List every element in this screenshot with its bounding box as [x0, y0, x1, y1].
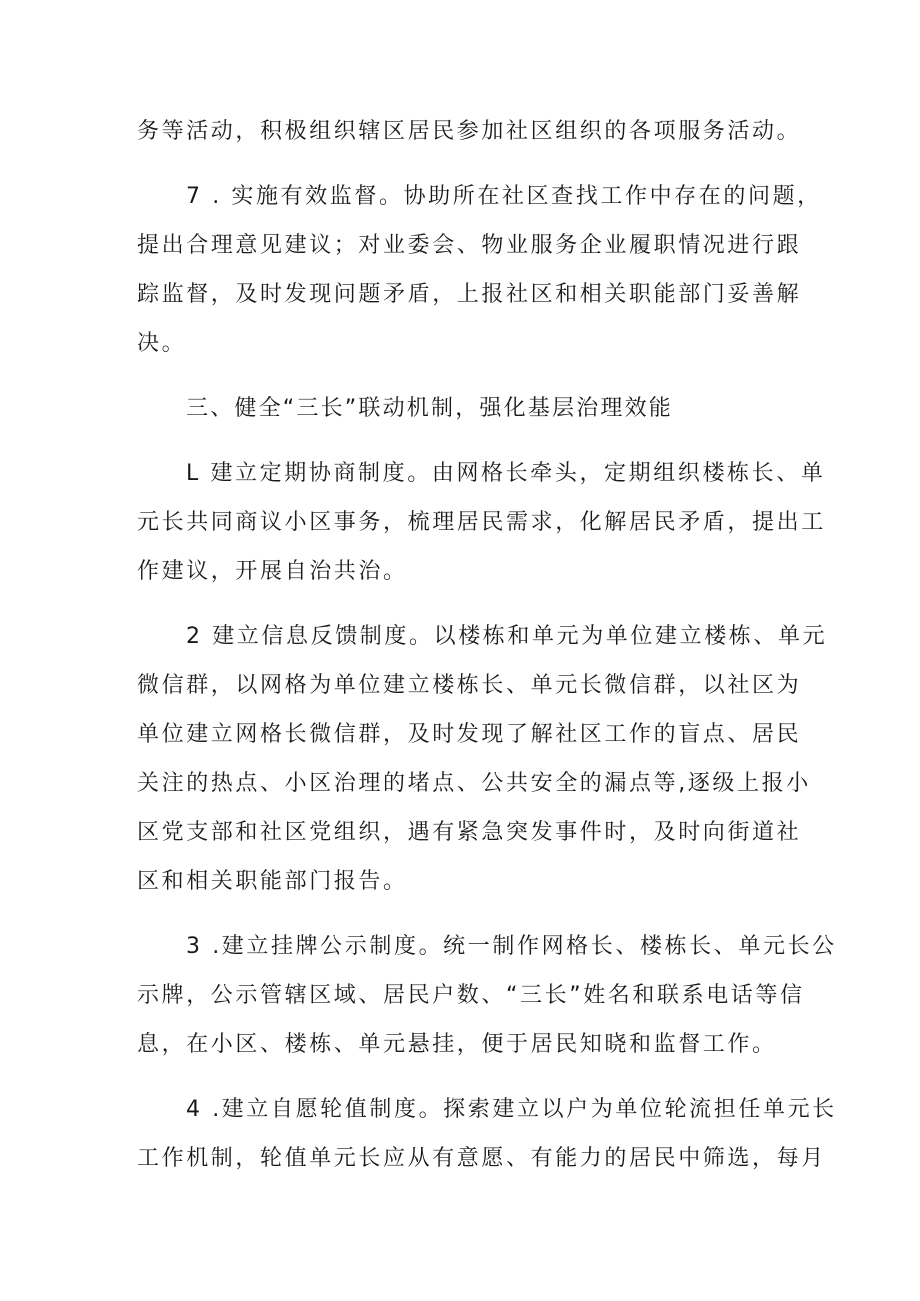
- paragraph-line: 3 .建立挂牌公示制度。统一制作网格长、楼栋长、单元长公: [186, 934, 837, 959]
- paragraph-line: 务等活动，积极组织辖区居民参加社区组织的各项服务活动。: [137, 119, 802, 144]
- paragraph-line: 决。: [137, 331, 187, 356]
- paragraph-line: 作建议，开展自治共治。: [137, 559, 408, 584]
- paragraph-line: 4 .建立自愿轮值制度。探索建立以户为单位轮流担任单元长: [186, 1097, 837, 1122]
- paragraph-line: 关注的热点、小区治理的堵点、公共安全的漏点等,逐级上报小: [137, 771, 811, 796]
- paragraph-line: 区和相关职能部门报告。: [137, 869, 408, 894]
- paragraph-line: 单位建立网格长微信群，及时发现了解社区工作的盲点、居民: [137, 722, 802, 747]
- section-heading: 三、健全“三长”联动机制，强化基层治理效能: [186, 396, 673, 421]
- paragraph-line: 元长共同商议小区事务，梳理居民需求，化解居民矛盾，提出工: [137, 510, 826, 535]
- paragraph-line: 微信群，以网格为单位建立楼栋长、单元长微信群，以社区为: [137, 673, 802, 698]
- paragraph-line: L 建立定期协商制度。由网格长牵头，定期组织楼栋长、单: [186, 461, 826, 486]
- paragraph-line: 踪监督，及时发现问题矛盾，上报社区和相关职能部门妥善解: [137, 282, 802, 307]
- paragraph-line: 区党支部和社区党组织，遇有紧急突发事件时，及时向街道社: [137, 820, 802, 845]
- paragraph-line: 7 . 实施有效监督。协助所在社区查找工作中存在的问题，: [186, 184, 822, 209]
- paragraph-line: 提出合理意见建议；对业委会、物业服务企业履职情况进行跟: [137, 233, 802, 258]
- paragraph-line: 2 建立信息反馈制度。以楼栋和单元为单位建立楼栋、单元: [186, 624, 828, 649]
- paragraph-line: 工作机制，轮值单元长应从有意愿、有能力的居民中筛选，每月: [137, 1146, 826, 1171]
- paragraph-line: 息，在小区、楼栋、单元悬挂，便于居民知晓和监督工作。: [137, 1032, 777, 1057]
- paragraph-line: 示牌，公示管辖区域、居民户数、“三长”姓名和联系电话等信: [137, 983, 805, 1008]
